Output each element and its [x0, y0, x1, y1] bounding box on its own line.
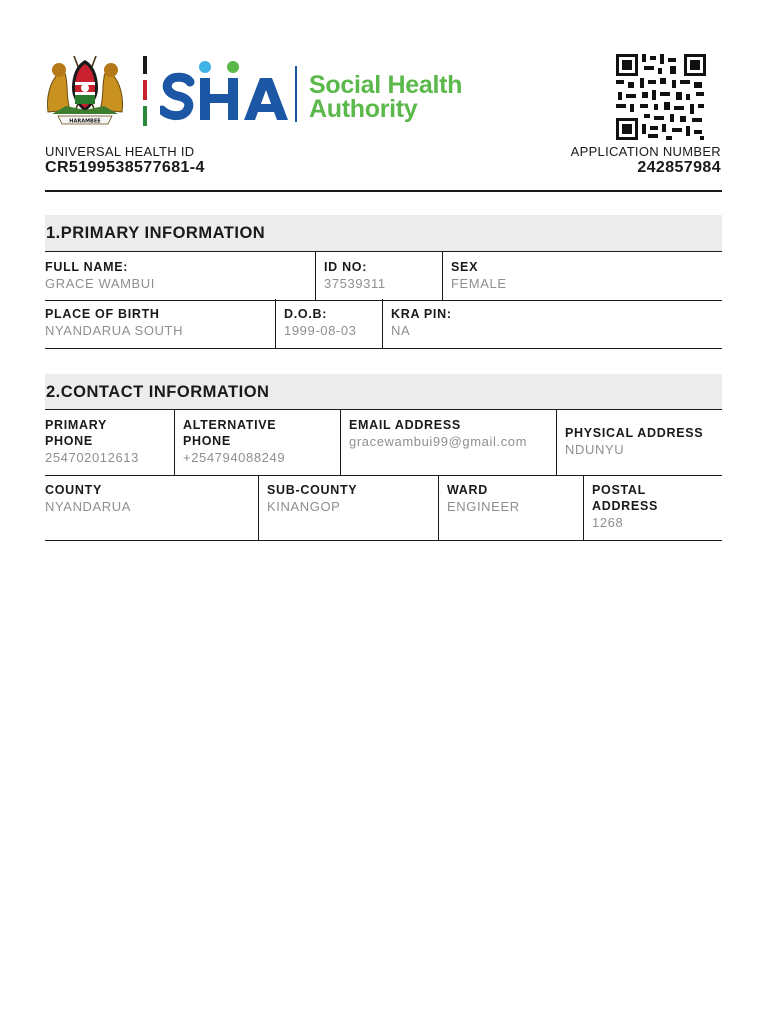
alternative-phone-label-line1: ALTERNATIVE	[183, 418, 277, 432]
ward-value: ENGINEER	[447, 499, 520, 514]
county-value: NYANDARUA	[45, 499, 132, 514]
primary-info-row-1	[45, 251, 722, 301]
contact-info-row-1	[45, 409, 722, 476]
id-no-label: ID NO:	[324, 260, 368, 274]
section-title-text: 1.PRIMARY INFORMATION	[46, 224, 266, 242]
place-of-birth-label: PLACE OF BIRTH	[45, 307, 160, 321]
place-of-birth-cell	[45, 299, 275, 348]
sex-cell	[442, 252, 722, 300]
dob-label: D.O.B:	[284, 307, 328, 321]
id-no-value: 37539311	[324, 276, 386, 291]
kenya-flag-bar-icon	[143, 56, 147, 126]
postal-address-label-line1: POSTAL	[592, 483, 646, 497]
brand-name-line1: Social Health	[309, 71, 463, 99]
ward-cell	[438, 475, 583, 540]
kenya-coat-of-arms-icon	[44, 52, 126, 128]
sub-county-cell	[258, 475, 438, 540]
contact-info-row-2	[45, 475, 722, 541]
universal-health-id-value: CR5199538577681-4	[45, 159, 205, 176]
kra-pin-value: NA	[391, 323, 411, 338]
primary-phone-label-line2: PHONE	[45, 434, 93, 448]
postal-address-label-line2: ADDRESS	[592, 499, 659, 513]
dob-cell	[275, 299, 382, 348]
physical-address-label: PHYSICAL ADDRESS	[565, 426, 704, 440]
section-primary-information-title	[45, 215, 722, 251]
section-title-text: 2.CONTACT INFORMATION	[46, 383, 270, 401]
email-label: EMAIL ADDRESS	[349, 418, 461, 432]
ward-label: WARD	[447, 483, 488, 497]
logo-divider	[295, 66, 297, 122]
county-label: COUNTY	[45, 483, 102, 497]
brand-name-line2: Authority	[309, 95, 418, 123]
primary-info-row-2	[45, 299, 722, 349]
sex-value: FEMALE	[451, 276, 507, 291]
svg-text:HARAMBEE: HARAMBEE	[69, 118, 101, 125]
sex-label: SEX	[451, 260, 479, 274]
universal-health-id-label: UNIVERSAL HEALTH ID	[45, 144, 195, 159]
kra-pin-cell	[382, 299, 722, 348]
full-name-value: GRACE WAMBUI	[45, 276, 156, 291]
application-number-label: APPLICATION NUMBER	[570, 144, 721, 159]
id-no-cell	[315, 252, 442, 300]
application-number-value: 242857984	[637, 159, 721, 176]
physical-address-cell	[556, 410, 722, 475]
dob-value: 1999-08-03	[284, 323, 357, 338]
sub-county-label: SUB-COUNTY	[267, 483, 358, 497]
email-value[interactable]: gracewambui99@gmail.com	[349, 434, 528, 449]
full-name-label: FULL NAME:	[45, 260, 129, 274]
section-contact-information-title	[45, 374, 722, 410]
primary-phone-label-line1: PRIMARY	[45, 418, 108, 432]
postal-address-value: 1268	[592, 515, 624, 530]
alternative-phone-cell	[174, 410, 340, 475]
alternative-phone-label-line2: PHONE	[183, 434, 231, 448]
primary-phone-cell	[45, 410, 174, 475]
place-of-birth-value: NYANDARUA SOUTH	[45, 323, 184, 338]
alternative-phone-value: +254794088249	[183, 450, 286, 465]
sub-county-value: KINANGOP	[267, 499, 341, 514]
email-cell	[340, 410, 556, 475]
full-name-cell	[45, 252, 315, 300]
postal-address-cell	[583, 475, 722, 540]
kra-pin-label: KRA PIN:	[391, 307, 452, 321]
county-cell	[45, 475, 258, 540]
primary-phone-value: 254702012613	[45, 450, 139, 465]
sha-logo-icon	[160, 58, 290, 124]
header-divider	[45, 190, 722, 192]
qr-code-icon[interactable]	[614, 52, 708, 142]
physical-address-value: NDUNYU	[565, 442, 625, 457]
